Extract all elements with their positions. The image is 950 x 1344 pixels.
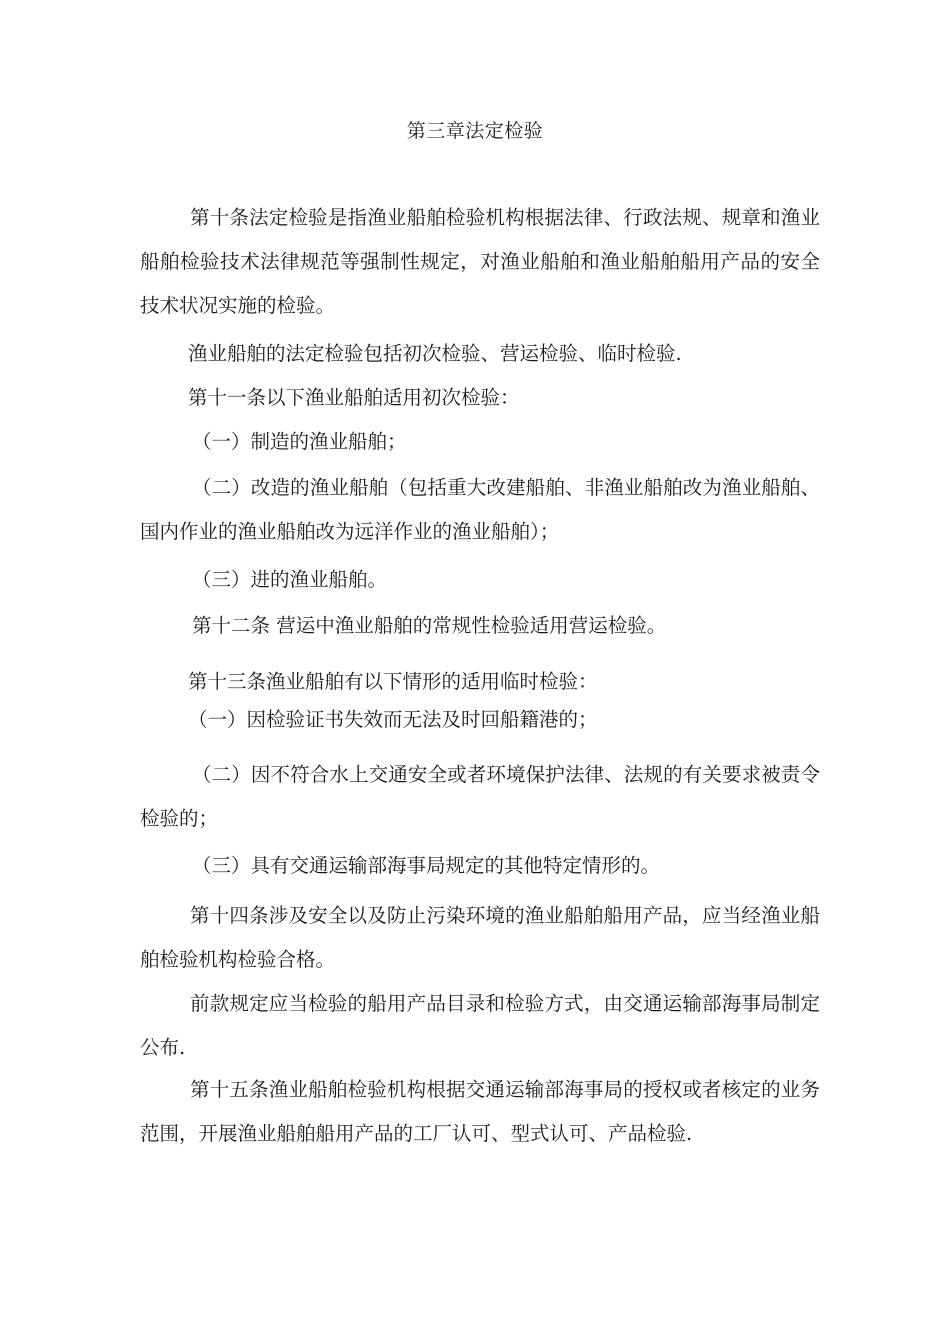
list-item-13-3: （三）具有交通运输部海事局规定的其他特定情形的。 bbox=[192, 854, 661, 877]
paragraph-article-13: 第十三条渔业船舶有以下情形的适用临时检验： bbox=[188, 670, 598, 693]
paragraph-article-10: 第十条法定检验是指渔业船舶检验机构根据法律、行政法规、规章和渔业船舶检验技术法律规范等强制性规定，对渔业船舶和渔业船舶船用产品的安全技术状况实施的检验。 bbox=[140, 206, 820, 317]
paragraph-article-12: 第十二条 营运中渔业船舶的常规性检验适用营运检验。 bbox=[192, 614, 667, 637]
chapter-title: 第三章法定检验 bbox=[406, 120, 544, 142]
paragraph-article-11: 第十一条以下渔业船舶适用初次检验： bbox=[188, 386, 520, 409]
paragraph-article-15: 第十五条渔业船舶检验机构根据交通运输部海事局的授权或者核定的业务范围，开展渔业船舶船用产品的工厂认可、型式认可、产品检验. bbox=[140, 1078, 820, 1145]
paragraph-product-catalog: 前款规定应当检验的船用产品目录和检验方式，由交通运输部海事局制定公布. bbox=[140, 992, 820, 1059]
list-item-13-1: （一）因检验证书失效而无法及时回船籍港的； bbox=[188, 708, 598, 731]
paragraph-article-14: 第十四条涉及安全以及防止污染环境的渔业船舶船用产品，应当经渔业船舶检验机构检验合格。 bbox=[140, 904, 820, 971]
list-item-11-2: （二）改造的渔业船舶（包括重大改建船舶、非渔业船舶改为渔业船舶、国内作业的渔业船舶改为远洋作业的渔业船舶）； bbox=[140, 476, 820, 543]
list-item-11-3: （三）进的渔业船舶。 bbox=[192, 568, 388, 591]
list-item-13-2: （二）因不符合水上交通安全或者环境保护法律、法规的有关要求被责令检验的； bbox=[140, 763, 820, 830]
list-item-11-1: （一）制造的渔业船舶； bbox=[192, 430, 407, 453]
paragraph-inspection-types: 渔业船舶的法定检验包括初次检验、营运检验、临时检验. bbox=[188, 342, 682, 365]
